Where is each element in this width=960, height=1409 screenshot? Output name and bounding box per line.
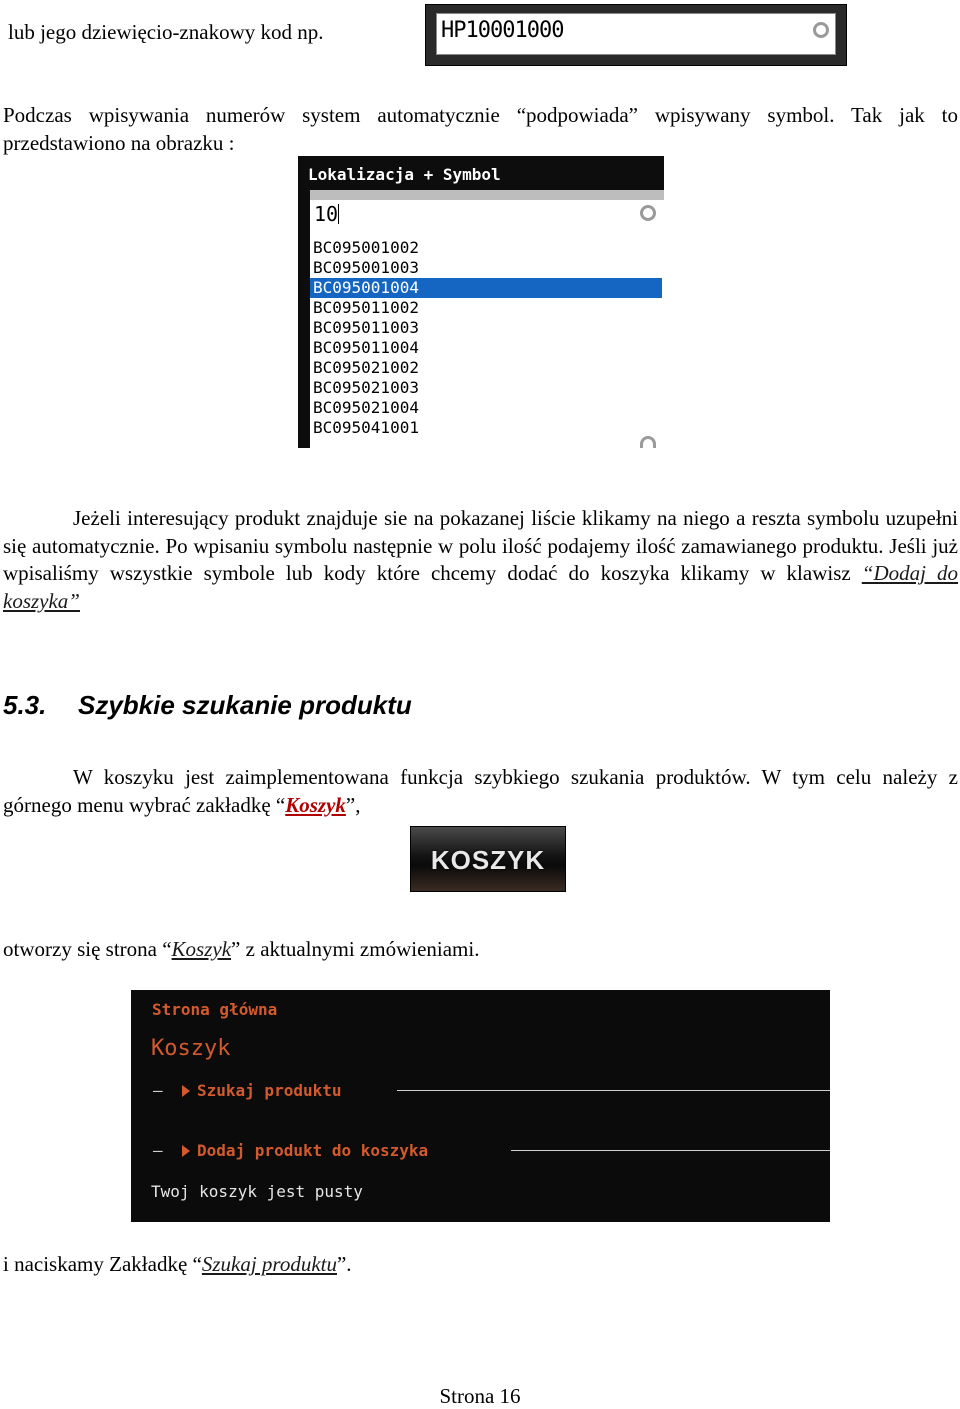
search-product-doc-link[interactable]: Szukaj produktu [201,1252,337,1276]
autocomplete-item[interactable]: BC095001003 [313,258,419,277]
autocomplete-item[interactable]: BC095041001 [313,418,419,437]
section-number: 5.3. [3,690,47,720]
paragraph-text: W koszyku jest zaimplementowana funkcja szybkiego szukania produktów. W tym celu należy z górnego menu wybrać zakładkę “ [3,765,958,817]
paragraph-text-end: ” z aktualnymi zmówieniami. [231,937,480,961]
autocomplete-item[interactable]: BC095001002 [313,238,419,257]
autocomplete-item[interactable]: BC095011002 [313,298,419,317]
autocomplete-divider [298,190,664,200]
section-title: Szybkie szukanie produktu [78,690,412,720]
intro-line: lub jego dziewięcio-znakowy kod np. [8,20,324,44]
code-input-value: HP10001000 [441,18,564,43]
page-number: Strona 16 [439,1384,521,1408]
paragraph-instructions [3,505,958,615]
autocomplete-item[interactable]: BC095021004 [313,398,419,417]
home-link[interactable]: Strona główna [152,1000,278,1019]
autocomplete-item[interactable]: BC095011003 [313,318,419,337]
add-product-link[interactable]: Dodaj produkt do koszyka [197,1141,429,1160]
koszyk-tab-label: KOSZYK [430,845,546,875]
text-cursor [338,204,339,224]
koszyk-link-2[interactable]: Koszyk [171,937,232,961]
autocomplete-screenshot [298,156,664,448]
koszyk-link[interactable]: Koszyk [285,792,346,817]
code-input-screenshot [425,4,847,66]
autocomplete-item[interactable]: BC095011004 [313,338,419,357]
symbol-input-value: 10 [314,202,339,226]
cart-empty-message: Twoj koszyk jest pusty [151,1182,363,1201]
autocomplete-left-bar [298,190,310,448]
symbol-input[interactable] [310,200,664,230]
paragraph-text: otworzy się strona “ [3,937,172,961]
search-product-link[interactable]: Szukaj produktu [197,1081,342,1100]
cart-title: Koszyk [151,1036,231,1061]
cart-panel-screenshot [131,990,830,1222]
divider-line [397,1090,830,1091]
divider-line [511,1150,830,1151]
dash-marker: – [153,1081,163,1100]
autocomplete-list [310,238,662,438]
paragraph-cart-opens [3,936,958,964]
paragraph-text-end: ”. [336,1252,352,1276]
paragraph-text: i naciskamy Zakładkę “ [3,1252,202,1276]
add-to-cart-link[interactable]: “Dodaj do koszyka” [3,561,959,613]
koszyk-tab-button[interactable] [410,826,566,892]
paragraph-search-tab [3,1251,958,1279]
radio-icon [813,22,829,38]
arrow-right-icon [182,1085,190,1097]
dash-marker: – [153,1141,163,1160]
autocomplete-header: Lokalizacja + Symbol [298,156,664,190]
radio-icon-bottom [640,436,656,448]
paragraph-text-end: ”, [345,792,361,817]
paragraph-autocomplete-intro: Podczas wpisywania numerów system automatycznie “podpowiada” wpisywany symbol. Tak jak to przedstawiono na obrazku : [3,103,958,155]
autocomplete-item[interactable]: BC095021003 [313,378,419,397]
radio-icon [640,205,656,221]
autocomplete-item[interactable]: BC095021002 [313,358,419,377]
arrow-right-icon [182,1145,190,1157]
paragraph-quick-search [3,764,958,819]
code-input[interactable] [436,13,836,55]
autocomplete-item[interactable]: BC095001004 [310,278,662,298]
paragraph-text: Jeżeli interesujący produkt znajduje sie na pokazanej liście klikamy na niego a reszta symbolu uzupełni się automatycznie. Po wpisaniu symbolu następnie w polu ilość podajemy ilość zamawianego produktu. Jeśli już wpisaliśmy wszystkie symbole lub kody które chcemy dodać do koszyka klikamy w klawisz [3,506,958,585]
section-heading [3,690,412,721]
